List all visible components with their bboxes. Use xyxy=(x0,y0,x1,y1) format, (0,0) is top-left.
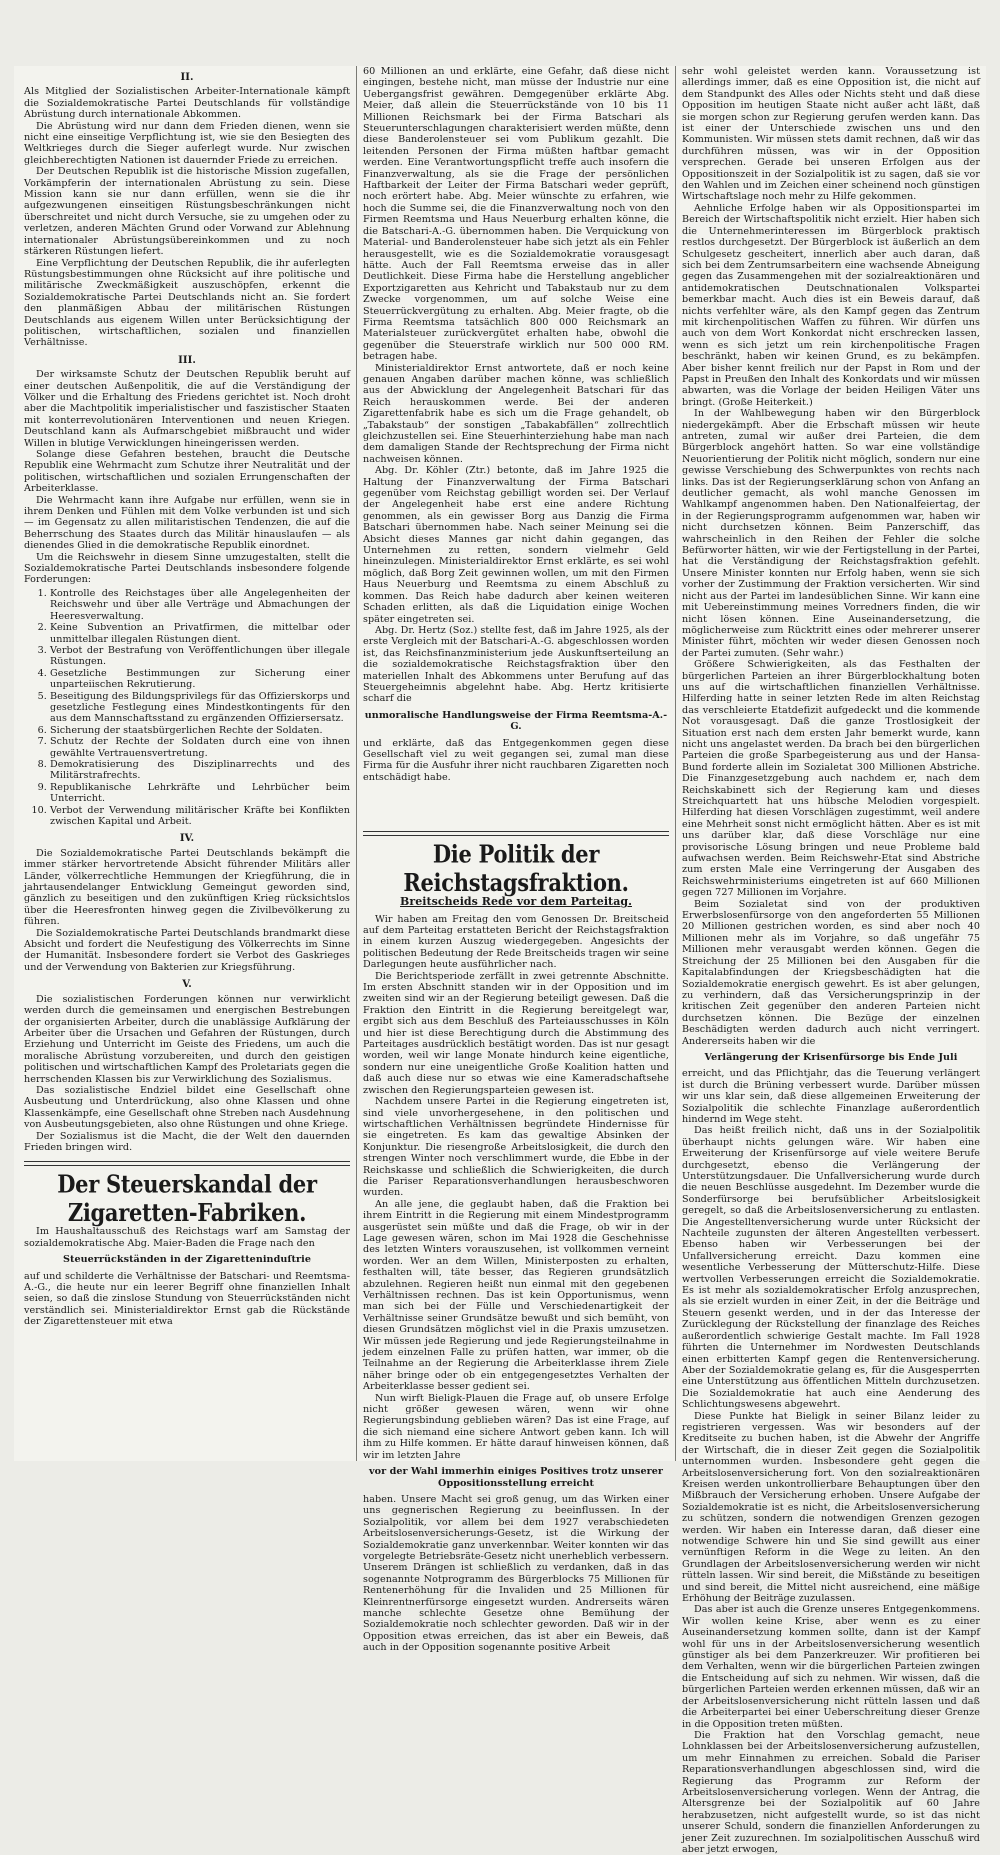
paragraph: haben. Unsere Macht sei groß genug, um das Wirken einer uns gegnerischen Regierung zu beeinflussen. In der Sozialpolitik, vor allem bei dem 1927 verabschiedeten Arbeitslosenversicherungs-Gesetz, ist die Wirkung der Sozialdemokratie ganz unverkennbar. Weiter konnten wir das vorgelegte Betriebsräte-Gesetz nicht unerheblich verbessern. Unserem Drängen ist schließlich zu verdanken, daß in das sogenannte Notprogramm des Bürgerblocks 75 Millionen für Rentenerhöhung für die Invaliden und 25 Millionen für Kleinrentnerfürsorge eingesetzt wurden. Andrerseits wären manche schlechte Gesetze ohne Bemühung der Sozialdemokratie noch schlechter geworden. Daß wir in der Opposition etwas erreichen, das ist aber ein Beweis, daß auch in der Opposition sogenannte positive Arbeit xyxy=(363,1493,669,1654)
list-item: 4. Gesetzliche Bestimmungen zur Sicherung einer unparteiischen Rekrutierung. xyxy=(50,668,350,691)
section-heading-3: III. xyxy=(178,354,196,366)
list-item: 2. Keine Subvention an Privatfirmen, die mittelbar oder unmittelbar illegalen Rüstungen dient. xyxy=(50,622,350,645)
paragraph: Ministerialdirektor Ernst antwortete, daß er noch keine genauen Angaben darüber machen könne, was schließlich aus der Abwicklung der Angelegenheit Batschari für das Reich herauskommen werde. Bei der anderen Zigarettenfabrik habe es sich um die Frage gehandelt, ob „Tabakstaub“ der sonstigen „Tabakabfällen“ zollrechtlich gleichzustellen sei. Eine Steuerhinterziehung habe man nach dem damaligen Stande der Rechtsprechung der Firma nicht nachweisen können. xyxy=(363,362,669,465)
paragraph: Nachdem unsere Partei in die Regierung eingetreten ist, sind viele unvorhergesehene, in den politischen und wirtschaftlichen Verhältnissen begründete Hindernisse für sie eingetreten. Es kam das gewaltige Absinken der Konjunktur. Die riesengroße Arbeitslosigkeit, die durch den strengen Winter noch verschlimmert wurde, die Ebbe in der Reichskasse und schließlich die Schwierigkeiten, die durch die Pariser Reparationsverhandlungen herausbeschworen wurden. xyxy=(363,1096,669,1199)
paragraph: sehr wohl geleistet werden kann. Voraussetzung ist allerdings immer, daß es eine Opposition ist, die nicht auf dem Standpunkt des Alles oder Nichts steht und daß diese Opposition im heutigen Staate nicht außer acht läßt, daß sie morgen schon zur Regierung gerufen werden kann. Das ist einer der Unterschiede zwischen uns und den Kommunisten. Wir müssen stets damit rechnen, daß wir das durchführen müssen, was wir in der Opposition versprechen. Gerade bei unseren Erfolgen aus der Oppositionszeit in der Sozialpolitik ist zu sagen, daß sie vor den Wahlen und im Zeichen einer scheinend noch günstigen Wirtschaftslage noch mehr zu Hilfe gekommen. xyxy=(682,66,980,203)
paragraph: Die sozialistischen Forderungen können nur verwirklicht werden durch die gemeinsamen und energischen Bestrebungen der organisierten Arbeiter, durch die unablässige Aufklärung der Arbeiter über die Ursachen und Gefahren der Rüstungen, durch Erziehung und Unterricht im Geiste des Friedens, um auch die moralische Abrüstung vorzubereiten, und durch den geistigen politischen und wirtschaftlichen Kampf des Proletariats gegen die herrschenden Klassen bis zur Verwirklichung des Sozialismus. xyxy=(24,993,350,1085)
paragraph: Die Fraktion hat den Vorschlag gemacht, neue Lohnklassen bei der Arbeitslosenversicherung aufzustellen, um mehr Einnahmen zu erreichen. Sobald die Pariser Reparationsverhandlungen abgeschlossen sind, wird die Regierung das Programm zur Reform der Arbeitslosenversicherung vorlegen. Wenn der Antrag, die Altersgrenze bei der Sozialpolitik auf 60 Jahre herabzusetzen, nicht aufgestellt wurde, so ist das nicht unserer Schuld, sondern die finanziellen Anforderungen zu jener Zeit zuzurechnen. Im sozialpolitischen Ausschuß wird aber jetzt erwogen, xyxy=(682,1729,980,1855)
section-heading-4: IV. xyxy=(179,833,195,845)
list-item: 3. Verbot der Bestrafung von Veröffentlichungen über illegale Rüstungen. xyxy=(50,645,350,668)
list-item: 7. Schutz der Rechte der Soldaten durch eine von ihnen gewählte Vertrauensvertretung. xyxy=(50,736,350,759)
paragraph: Die Wehrmacht kann ihre Aufgabe nur erfüllen, wenn sie in ihrem Denken und Fühlen mit dem Volke verbunden ist und sich — im Gegensatz zu allen militaristischen Tendenzen, die auf die Beherrschung des Staates durch das Militär hinauslaufen — als dienendes Glied in die demokratische Republik einordnet. xyxy=(24,494,350,552)
divider xyxy=(24,1161,350,1166)
paragraph: Beim Sozialetat sind von der produktiven Erwerbslosenfürsorge von den angeforderten 55 Millionen 20 Millionen gestrichen worden, es sind aber noch 40 Millionen mehr als im Vorjahre, so daß ungefähr 75 Millionen mehr verausgabt werden können. Gegen die Streichung der 25 Millionen bei den Ausgaben für die Kapitalabfindungen der Kriegsbeschädigten hat die Sozialdemokratie energisch gewehrt. Es ist aber gelungen, zu verhindern, daß das Versicherungsprinzip in der kritischen Zeit gegenüber den anderen Parteien nicht durchsetzen können. Die Bezüge der einzelnen Beschädigten werden dadurch auch nicht verringert. Andererseits haben wir die xyxy=(682,898,980,1047)
paragraph: Das aber ist auch die Grenze unseres Entgegenkommens. Wir wollen keine Krise, aber wenn es zu einer Auseinandersetzung kommen sollte, dann ist der Kampf wohl für uns in der Arbeitslosenversicherung wesentlich günstiger als bei dem Panzerkreuzer. Wir profitieren bei dem Verhalten, wenn wir die bürgerlichen Parteien zwingen die Entscheidung auf sich zu nehmen. Wir wissen, daß die bürgerlichen Parteien werden erkennen müssen, daß wir an der Arbeitslosenversicherung nicht rütteln lassen und daß die Arbeiterpartei bei einer Ueberschreitung dieser Grenze in die Opposition treten müßten. xyxy=(682,1604,980,1730)
paragraph: Das sozialistische Endziel bildet eine Gesellschaft ohne Ausbeutung und Unterdrückung, also ohne Klassen und ohne Klassenkämpfe, eine Gesellschaft ohne Streben nach Ausdehnung von Ausbeutungsgebieten, also ohne Rüstungen und ohne Kriege. xyxy=(24,1084,350,1131)
paragraph: und erklärte, daß das Entgegenkommen gegen diese Gesellschaft viel zu weit gegangen sei, zumal man diese Firma für die Ausfuhr ihrer nicht rauchbaren Zigaretten noch entschädigt habe. xyxy=(363,737,669,783)
column-rule xyxy=(356,66,357,1461)
paragraph: Abg. Dr. Köhler (Ztr.) betonte, daß im Jahre 1925 die Haltung der Finanzverwaltung der Firma Batschari gegenüber vom Reichstag gebilligt worden sei. Der Verlauf der Angelegenheit habe erst eine andere Richtung genommen, als ein gewisser Borg aus Danzig die Firma Batschari übernommen habe. Nach seiner Meinung sei die Absicht dieses Mannes gar nicht dahin gegangen, das Unternehmen zu retten, sondern vielmehr Geld hineinzulegen. Ministerialdirektor Ernst erklärte, es sei wohl möglich, daß Borg Zeit gewinnen wollen, um mit den Firmen Haus Neuerburg und Reemtsma zu einem Abschluß zu kommen. Das Reich habe dadurch aber keinen weiteren Schaden erlitten, als daß die Liquidation einige Wochen später eingetreten sei. xyxy=(363,465,669,625)
list-item: 5. Beseitigung des Bildungsprivilegs für das Offizierskorps und gesetzliche Festlegung eines Mindestkontingents für den aus dem Mannschaftsstand zu ergänzenden Offiziersersatz. xyxy=(50,691,350,725)
article-headline-tax-scandal: Der Steuerskandal der Zigaretten-Fabriken. xyxy=(57,1169,317,1228)
article-headline-reichstag: Die Politik der Reichstagsfraktion. xyxy=(403,839,629,897)
paragraph: Aehnliche Erfolge haben wir als Oppositionspartei im Bereich der Wirtschaftspolitik nicht erzielt. Hier haben sich die Unternehmerinteressen im Bürgerblock praktisch restlos durchgesetzt. Der Bürgerblock ist äußerlich an dem Schulgesetz gescheitert, innerlich aber auch daran, daß sich bei dem Zentrumsarbeitern eine wachsende Abneigung gegen das Zusammengehen mit der sozialreaktionären und antidemokratischen Deutschnationalen Volkspartei bemerkbar macht. Auch dies ist ein Beweis darauf, daß nichts verfehlter wäre, als den Kampf gegen das Zentrum mit kirchenpolitischen Waffen zu führen. Wir dürfen uns auch von dem Wort Konkordat nicht erschrecken lassen, wenn es sich jetzt um rein kirchenpolitische Fragen beschränkt, haben wir keinen Grund, es zu bekämpfen. Aber bisher kennt freilich nur der Papst in Rom und der Papst in Preußen den Inhalt des Konkordats und wir müssen abwarten, was die Vorlage der beiden Heiligen Väter uns bringt. (Große Heiterkeit.) xyxy=(682,202,980,408)
column-1 xyxy=(24,66,350,1461)
list-item: 9. Republikanische Lehrkräfte und Lehrbücher beim Unterricht. xyxy=(50,782,350,805)
paragraph: Um die Reichswehr in diesem Sinne umzugestalten, stellt die Sozialdemokratische Partei Deutschlands insbesondere folgende Forderungen: xyxy=(24,551,350,586)
paragraph: An alle jene, die geglaubt haben, daß die Fraktion bei ihrem Eintritt in die Regierung mit einem Mindestprogramm ausgerüstet sein müßte und daß die Frage, ob wir in der Lage gewesen wären, schon im Mai 1928 die Geschehnisse des letzten Winters vorauszusehen, ist vollkommen verneint worden. Wer an dem Willen, Ministerposten zu erhalten, festhalten will, täte besser, das Regieren grundsätzlich abzulehnen. Regieren heißt nun einmal mit den gegebenen Verhältnissen rechnen. Das ist kein Opportunismus, wenn man sich bei der Fülle und Verschiedenartigkeit der Verhältnisse seiner Grundsätze bewußt und sich bemüht, von diesen Grundsätzen möglichst viel in die Praxis umzusetzen. Wir müssen jede Regierung und jede Regierungsteilnahme in jedem einzelnen Falle zu prüfen hatten, war immer, ob die Teilnahme an der Regierung die Arbeiterklasse ihrem Ziele näher bringe oder ob ein entgegengesetztes Verhalten der Arbeiterklasse besser gedient sei. xyxy=(363,1198,669,1393)
page-sheet xyxy=(14,66,986,1855)
demands-list xyxy=(24,588,350,828)
subheading: Verlängerung der Krisenfürsorge bis Ende Juli xyxy=(704,1051,958,1063)
paragraph: Das heißt freilich nicht, daß uns in der Sozialpolitik überhaupt nichts gelungen wäre. Wir haben eine Erweiterung der Krisenfürsorge auf viele weitere Berufe durchgesetzt, ebenso die Verlängerung der Unterstützungsdauer. Die Unfallversicherung wurde durch die neuen Beschlüsse ausgedehnt. Im Dezember wurde die Sonderfürsorge bei berufsüblicher Arbeitslosigkeit geregelt, so daß die Arbeitslosenversicherung zu entlasten. Die Angestelltenversicherung wurde unter Rücksicht der Nachteile zugunsten der älteren Angestellten verbessert. Ebenso haben wir Verbesserungen bei der Unfallversicherung erreicht. Dazu kommen eine wesentliche Verbesserung der Mütterschutz-Hilfe. Diese wertvollen Verbesserungen erreicht die Sozialdemokratie. Es ist mehr als sozialdemokratischer Erfolg anzusprechen, als sie erzielt wurden in einer Zeit, in der die Beiträge und Steuern gesenkt werden, und in der das Interesse der Zurücklegung der Rückstellung der finanzlage des Reiches außerordentlich schwierige Gestalt machte. Im Fall 1928 führten die Unternehmer im Nordwesten Deutschlands einen erbitterten Kampf gegen die Rentenversicherung. Aber der Sozialdemokratie gelang es, für die Ausgesperrten eine Unterstützung aus öffentlichen Mitteln durchzusetzen. Die Sozialdemokratie hat auch eine Aenderung des Schlichtungswesens abgewehrt. xyxy=(682,1125,980,1411)
paragraph: erreicht, und das Pflichtjahr, das die Teuerung verlängert ist durch die Brüning verbessert wurde. Darüber müssen wir uns klar sein, daß diese allgemeinen Erweiterung der Sozialpolitik die schlechte Finanzlage außerordentlich hindernd im Wege steht. xyxy=(682,1068,980,1125)
paragraph: Die Sozialdemokratische Partei Deutschlands bekämpft die immer stärker hervortretende Absicht führender Militärs aller Länder, völkerrechtliche Hemmungen der Kriegführung, die in jahrtausendelanger Entwicklung Gemeingut geworden sind, gänzlich zu beseitigen und den zukünftigen Krieg rücksichtslos über die Heeresfronten hinweg gegen die Zivilbevölkerung zu führen. xyxy=(24,847,350,928)
article-subheadline: Breitscheids Rede vor dem Parteitag. xyxy=(400,895,632,909)
paragraph: Der wirksamste Schutz der Deutschen Republik beruht auf einer deutschen Außenpolitik, die auf die Verständigung der Völker und die Erhaltung des Friedens gerichtet ist. Noch droht aber die Machtpolitik imperialistischer und faszistischer Staaten mit konterrevolutionären Interventionen und neuen Kriegen. Deutschland kann als Aufmarschgebiet mißbraucht und wider Willen in blutige Verwicklungen hineingerissen werden. xyxy=(24,369,350,449)
subheading: unmoralische Handlungsweise der Firma Reemtsma-A.-G. xyxy=(364,709,668,733)
subheading: Steuerrückständen in der Zigaretteninduſtrie xyxy=(63,1254,311,1266)
list-item: 8. Demokratisierung des Disziplinarrechts und des Militärstrafrechts. xyxy=(50,759,350,782)
paragraph: Die Abrüstung wird nur dann dem Frieden dienen, wenn sie nicht eine einseitige Verpflichtung ist, wie sie den Besiegten des Weltkrieges durch die Sieger auferlegt wurde. Nur zwischen gleichberechtigten Nationen ist dauernder Friede zu erreichen. xyxy=(24,120,350,166)
section-heading-2: II. xyxy=(180,72,194,83)
paragraph: auf und schilderte die Verhältnisse der Batschari- und Reemtsma-A.-G., die heute nur ein leerer Begriff ohne finanziellen Inhalt seien, so daß die zinslose Stundung von Steuerrückständen nicht verständlich sei. Ministerialdirektor Ernst gab die Rückstände der Zigarettensteuer mit etwa xyxy=(24,1270,350,1328)
paragraph: Der Sozialismus ist die Macht, die der Welt den dauernden Frieden bringen wird. xyxy=(24,1130,350,1153)
column-2 xyxy=(363,66,669,1654)
column-rule xyxy=(675,66,676,1461)
paragraph: Die Berichtsperiode zerfällt in zwei getrennte Abschnitte. Im ersten Abschnitt standen wir in der Opposition und im zweiten sind wir an der Regierung beteiligt gewesen. Daß die Fraktion den Eintritt in die Regierung bereitgelegt war, ergibt sich aus dem Beschluß des Parteiausschusses in Köln und hier ist diese Berechtigung durch die Abstimmung des Parteitages ausdrücklich bestätigt worden. Das ist nur gesagt worden, weil wir lange Monate hindurch keine eigentliche, sondern nur eine uneigentliche Große Koalition hatten und daß auch diese nur so etwas wie eine Kameradschaftsehe zwischen den Regierungsparteien gewesen ist. xyxy=(363,970,669,1096)
paragraph: Solange diese Gefahren bestehen, braucht die Deutsche Republik eine Wehrmacht zum Schutze ihrer Neutralität und der politischen, wirtschaftlichen und sozialen Errungenschaften der Arbeiterklasse. xyxy=(24,449,350,495)
paragraph: Diese Punkte hat Bieligk in seiner Bilanz leider zu registrieren vergessen. Was wir besonders auf der Kreditseite zu buchen haben, ist die Abwehr der Angriffe der Wirtschaft, die in dieser Zeit gegen die Sozialpolitik unternommen wurden. Insbesondere geht gegen die Arbeitslosenversicherung fort. Von den sozialreaktionären Kreisen werden unkontrollierbare Behauptungen über den Mißbrauch der Versicherung erhoben. Unsere Aufgabe der Sozialdemokratie ist es nicht, die Arbeitslosenversicherung zu schützen, sondern die notwendigen Grenzen gezogen werden. Wir haben ein Interesse daran, daß dieser eine notwendige Schwere hin und Sie sind gewillt aus einer vernünftigen Reform in die Wege zu leiten. An den Grundlagen der Arbeitslosenversicherung werden wir nicht rütteln lassen. Wir sind bereit, die Mißstände zu beseitigen und sind bereit, die Mittel nicht ausreichend, eine mäßige Erhöhung der Beiträge zuzulassen. xyxy=(682,1410,980,1605)
paragraph: 60 Millionen an und erklärte, eine Gefahr, daß diese nicht eingingen, bestehe nicht, man müsse der Industrie nur eine Uebergangsfrist gewähren. Demgegenüber erklärte Abg. Meier, daß allein die Steuerrückstände von 10 bis 11 Millionen Reichsmark bei der Firma Batschari als Steuerunterschlagungen charakterisiert werden müßte, denn diese Banderolensteuer sei vom Publikum gezahlt. Die leitenden Personen der Firma müßten haftbar gemacht werden. Eine Verantwortungspflicht treffe auch insofern die Finanzverwaltung, als sie die Frage der persönlichen Haftbarkeit der Leiter der Firma Batschari weder geprüft, noch erörtert habe. Abg. Meier wünschte zu erfahren, wie hoch die Summe sei, die die Finanzverwaltung noch von den Firmen Reemtsma und Haus Neuerburg erhalten könne, die die Batschari-A.-G. übernommen haben. Die Verquickung von Material- und Banderolensteuer habe sich jetzt als ein Fehler herausgestellt, wie es die Sozialdemokratie vorausgesagt hätte. Auch der Fall Reemtsma erweise das in aller Deutlichkeit. Diese Firma habe die Herstellung angeblicher Exportzigaretten aus Kehricht und Tabakstaub nur zu dem Zwecke vorgenommen, um auf solche Weise eine Steuerrückvergütung zu erhalten. Abg. Meier fragte, ob die Firma Reemtsma tatsächlich 800 000 Reichsmark an Materialsteuer zurückvergütet erhalten habe, obwohl die gegenüber die Steuerstrafe wirklich nur 500 000 RM. betragen habe. xyxy=(363,66,669,363)
paragraph: In der Wahlbewegung haben wir den Bürgerblock niedergekämpft. Aber die Erbschaft müssen wir heute antreten, zumal wir außer drei Parteien, die dem Bürgerblock angehört hatten. So war eine vollständige Neuorientierung der Politik nicht möglich, sondern nur eine gewisse Verschiebung des Schwerpunktes von rechts nach links. Das ist der Regierungserklärung schon von Anfang an deutlicher gemacht, als wohl manche Genossen im Wahlkampf angenommen haben. Den Nationalfeiertag, der in der Regierungsprogramm aufgenommen war, haben wir nicht durchsetzen können. Beim Panzerschiff, das wahrscheinlich in den Reihen der Fehler die solche Befürworter hätten, wir wie der Fertigstellung in der Partei, hat die Verständigung der Reichstagsfraktion gefehlt. Unsere Minister konnten nur Erfolg haben, wenn sie sich vorher der Zustimmung der Fraktion versicherten. Wir sind nicht aus der Partei im landesüblichen Sinne. Wir kann eine mit Uebereinstimmung meines Vorredners finden, die wir nicht lösen können. Eine Auseinandersetzung, die möglicherweise zum Rücktritt eines oder mehrerer unserer Minister führt, möchten wir weder diesen Genossen noch der Partei zumuten. (Sehr wahr.) xyxy=(682,408,980,659)
paragraph: Der Deutschen Republik ist die historische Mission zugefallen, Vorkämpferin der internationalen Abrüstung zu sein. Diese Mission kann sie nur dann erfüllen, wenn sie die ihr aufgezwungenen einseitigen Rüstungsbeschränkungen nicht überschreitet und nicht durch Versuche, sie zu umgehen oder zu verletzen, anderen Mächten Grund oder Vorwand zur Ablehnung internationaler Abrüstungsübereinkommen und zu noch stärkeren Rüstungen liefert. xyxy=(24,166,350,258)
divider xyxy=(363,831,669,836)
list-item: 6. Sicherung der staatsbürgerlichen Rechte der Soldaten. xyxy=(50,725,350,736)
paragraph: Im Haushaltausschuß des Reichstags warf am Samstag der sozialdemokratische Abg. Maier-Baden die Frage nach den xyxy=(24,1226,350,1249)
list-item: 10. Verbot der Verwendung militärischer Kräfte bei Konflikten zwischen Kapital und Arbeit. xyxy=(50,805,350,828)
paragraph: Als Mitglied der Sozialistischen Arbeiter-Internationale kämpft die Sozialdemokratische Partei Deutschlands für vollständige Abrüstung durch internationale Abkommen. xyxy=(24,86,350,121)
paragraph: Die Sozialdemokratische Partei Deutschlands brandmarkt diese Absicht und fordert die Neufestigung des Völkerrechts im Sinne der Humanität. Insbesondere fordert sie Verbot des Gaskrieges und der Verwendung von Bakterien zur Kriegsführung. xyxy=(24,927,350,973)
column-3 xyxy=(682,66,980,1855)
paragraph: Nun wirft Bieligk-Plauen die Frage auf, ob unsere Erfolge nicht größer gewesen wären, wenn wir ohne Regierungsbindung geblieben wären? Das ist eine Frage, auf die sich niemand eine sichere Antwort geben kann. Ich will ihm zu Hilfe kommen. Er hätte darauf hinweisen können, daß wir im letzten Jahre xyxy=(363,1392,669,1461)
paragraph: Größere Schwierigkeiten, als das Festhalten der bürgerlichen Parteien an ihrer Bürgerblockhaltung boten uns auf die wirtschaftlichen finanziellen Verhältnisse. Hilferding hatte in seiner letzten Rede im alten Reichstag das verschleierte Etatdefizit aufgedeckt und die kommende Not vorausgesagt. Daß die ganze Trostlosigkeit der Situation erst nach dem ersten Jahr bemerkt wurde, kann nicht uns angelastet werden. Da brach bei den bürgerlichen Parteien die große Sparbegeisterung aus und der Hansa-Bund forderte allein im Sozialetat 300 Millionen Abstriche. Die Finanzgesetzgebung auch nachdem er, nach dem Reichskabinett sich der Regierung kam und dieses Streichquartett hat uns hübsche Melodien vorgespielt. Hilferding hat diesen Vorschlägen zugestimmt, weil andere eine Mehrheit sonst nicht ermöglicht hätten. Aber es ist mit uns darüber klar, daß diese Vorschläge nur eine provisorische Lösung bringen und neue Probleme bald aufwachsen werden. Beim Reichswehr-Etat sind Abstriche zum ersten Male eine Verringerung der Ausgaben des Reichswehrministeriums eingetreten ist auf 660 Millionen gegen 727 Millionen im Vorjahre. xyxy=(682,659,980,899)
paragraph: Abg. Dr. Hertz (Soz.) stellte fest, daß im Jahre 1925, als der erste Vergleich mit der Batschari-A.-G. abgeschlossen worden ist, das Reichsfinanzministerium jede Auskunftserteilung an die sozialdemokratische Reichstagsfraktion über den materiellen Inhalt des Abkommens unter Berufung auf das Steuergeheimnis abgelehnt habe. Abg. Hertz kritisierte scharf die xyxy=(363,624,669,705)
spacer xyxy=(363,783,669,823)
paragraph: Eine Verpflichtung der Deutschen Republik, die ihr auferlegten Rüstungsbestimmungen ohne Rücksicht auf ihre politische und militärische Zweckmäßigkeit auszuschöpfen, erkennt die Sozialdemokratische Partei Deutschlands nicht an. Sie fordert den planmäßigen Abbau der militärischen Rüstungen Deutschlands aus eigenem Willen unter Berücksichtigung der politischen, wirtschaftlichen, sozialen und finanziellen Verhältnisse. xyxy=(24,257,350,349)
paragraph: Wir haben am Freitag den vom Genossen Dr. Breitscheid auf dem Parteitag erstatteten Bericht der Reichstagsfraktion in einem kurzen Auszug wiedergegeben. Angesichts der politischen Bedeutung der Rede Breitscheids tragen wir seine Darlegungen heute ausführlicher nach. xyxy=(363,913,669,971)
section-heading-5: V. xyxy=(182,979,192,991)
subheading: vor der Wahl immerhin einiges Positives trotz unserer Oppositionsstellung erreicht xyxy=(369,1466,663,1489)
list-item: 1. Kontrolle des Reichstages über alle Angelegenheiten der Reichswehr und über alle Verträge und Abmachungen der Heeresverwaltung. xyxy=(50,588,350,622)
